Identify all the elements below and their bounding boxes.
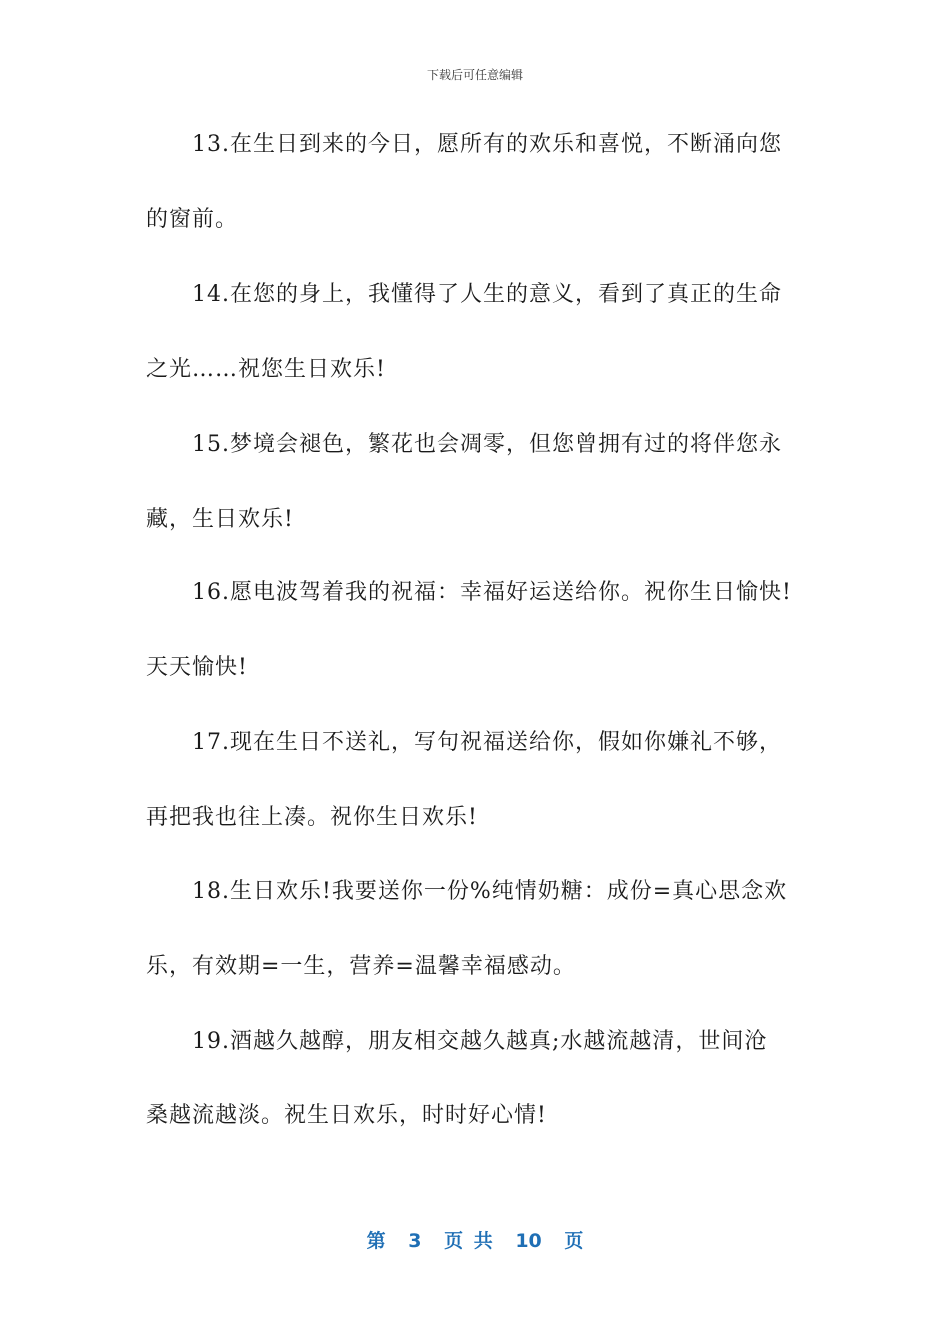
paragraph-16-line-1: 16.愿电波驾着我的祝福：幸福好运送给你。祝你生日愉快!: [192, 580, 792, 605]
paragraph-13-line-1: 13.在生日到来的今日，愿所有的欢乐和喜悦，不断涌向您: [192, 132, 782, 157]
paragraph-16-line-2: 天天愉快!: [146, 655, 248, 680]
footer-suffix: 页: [564, 1230, 584, 1252]
footer-current-page: 3: [408, 1230, 422, 1252]
paragraph-15-line-1: 15.梦境会褪色，繁花也会凋零，但您曾拥有过的将伴您永: [192, 432, 782, 457]
paragraph-15-line-2: 藏，生日欢乐!: [146, 507, 294, 532]
paragraph-18-line-2: 乐，有效期=一生，营养=温馨幸福感动。: [146, 954, 576, 979]
paragraph-14-line-2: 之光……祝您生日欢乐!: [146, 357, 386, 382]
paragraph-17-line-2: 再把我也往上凑。祝你生日欢乐!: [146, 805, 478, 830]
paragraph-18-line-1: 18.生日欢乐!我要送你一份%纯情奶糖：成份=真心思念欢: [192, 879, 788, 904]
paragraph-13-line-2: 的窗前。: [146, 207, 239, 232]
paragraph-17-line-1: 17.现在生日不送礼，写句祝福送给你，假如你嫌礼不够，: [192, 730, 782, 755]
paragraph-14-line-1: 14.在您的身上，我懂得了人生的意义，看到了真正的生命: [192, 282, 782, 307]
footer-middle: 页 共: [444, 1230, 493, 1252]
paragraph-19-line-1: 19.酒越久越醇，朋友相交越久越真;水越流越清，世间沧: [192, 1029, 768, 1054]
paragraph-19-line-2: 桑越流越淡。祝生日欢乐，时时好心情!: [146, 1103, 547, 1128]
footer-total-pages: 10: [515, 1230, 542, 1252]
page-header: 下载后可任意编辑: [426, 68, 523, 82]
footer-prefix: 第: [366, 1230, 386, 1252]
page-footer: [0, 1226, 950, 1253]
